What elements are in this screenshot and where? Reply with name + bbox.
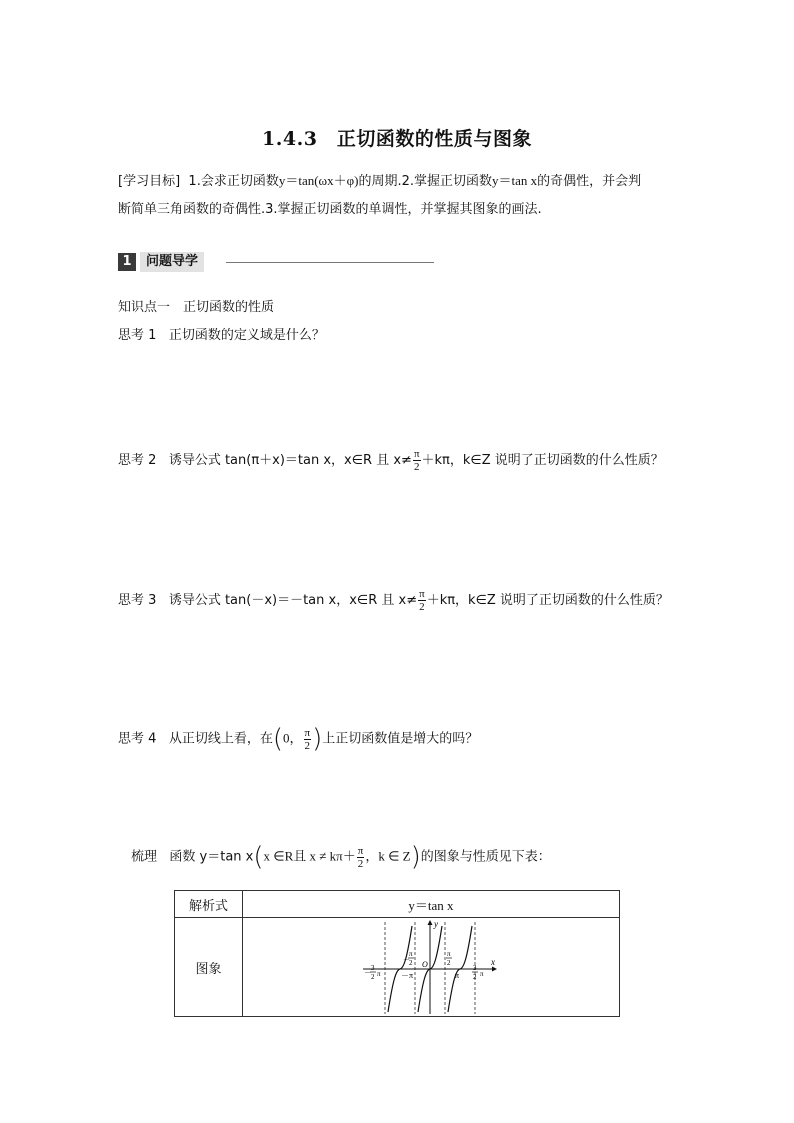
objectives-text-c: 的奇偶性，并会判: [537, 174, 642, 189]
origin-label: O: [422, 960, 428, 969]
pos-3pi2-suffix: π: [480, 970, 484, 978]
think-1-text: 正切函数的定义域是什么？: [168, 328, 325, 343]
think-4-post: 上正切函数值是增大的吗？: [322, 731, 479, 747]
neg-3pi2-prefix: －: [364, 968, 372, 977]
objectives-text-a: 1.会求正切函数: [188, 174, 279, 189]
summary-close-paren: ): [410, 842, 421, 872]
neg-pi-label: －π: [401, 971, 414, 980]
objectives-line-2: 断简单三角函数的奇偶性.3.掌握正切函数的单调性，并掌握其图象的画法.: [118, 202, 542, 217]
summary-label: 梳理: [131, 849, 158, 865]
neg-pi2-num: π: [409, 950, 413, 958]
think-3-den: 2: [419, 601, 425, 613]
think-2-den: 2: [413, 461, 420, 473]
think-4-interval: 0，: [282, 730, 303, 746]
section-number: 1: [118, 253, 136, 271]
neg-3pi2-suffix: π: [377, 970, 381, 978]
think-2-post: ＋kπ，k∈Z 说明了正切函数的什么性质？: [421, 453, 664, 468]
section-label: 问题导学: [140, 252, 204, 272]
table-header-graph: 图象: [175, 918, 243, 1017]
pi2-den: 2: [447, 959, 451, 967]
summary: [131, 842, 551, 872]
objective-formula-2: y＝tan x: [491, 173, 538, 188]
summary-fraction: [357, 845, 365, 870]
neg-pi2-den: 2: [409, 959, 413, 967]
think-2-num: π: [413, 448, 420, 460]
summary-post: 的图象与性质见下表：: [420, 849, 551, 865]
properties-table: [174, 890, 620, 1017]
neg-3pi2-den: 2: [371, 973, 375, 981]
knowledge-point-heading: 知识点一 正切函数的性质: [118, 300, 275, 315]
think-4-num: π: [304, 726, 311, 739]
think-3-pre: 诱导公式 tan(－x)＝－tan x，x∈R 且 x≠: [168, 593, 418, 608]
summary-pre: 函数 y＝tan x: [169, 849, 254, 865]
think-2-fraction: [413, 448, 421, 473]
think-3-fraction: [418, 588, 426, 613]
table-header-formula: 解析式: [175, 891, 243, 918]
table-graph-cell: [243, 918, 620, 1017]
neg-pi2-prefix: －: [403, 956, 410, 964]
objectives-text-b: 的周期.2.掌握正切函数: [358, 174, 492, 189]
think-4: [118, 724, 478, 754]
pi2-num: π: [447, 950, 451, 958]
think-2-label: 思考 2: [118, 453, 157, 468]
pos-3pi2-den: 2: [473, 973, 477, 981]
think-4-den: 2: [304, 739, 311, 752]
think-4-fraction: [304, 727, 312, 752]
table-row: [175, 918, 620, 1017]
table-formula-value: y＝tan x: [243, 891, 620, 918]
tangent-graph: [243, 918, 619, 1016]
think-2-pre: 诱导公式 tan(π＋x)＝tan x，x∈R 且 x≠: [168, 453, 412, 468]
think-2: [118, 448, 664, 473]
think-1: [118, 324, 325, 343]
summary-num: π: [357, 844, 364, 857]
pi-label: π: [455, 971, 460, 980]
think-4-pre: 从正切线上看，在: [168, 731, 273, 747]
section-divider: [226, 262, 434, 263]
axis-x-label: x: [491, 957, 495, 967]
x-axis-arrow: [492, 967, 497, 972]
summary-cond-b: ，k ∈ Z: [365, 848, 411, 864]
close-paren: ): [312, 724, 323, 754]
think-3: [118, 588, 669, 613]
think-3-num: π: [419, 588, 425, 600]
think-3-label: 思考 3: [118, 593, 157, 608]
summary-open-paren: (: [253, 842, 264, 872]
learning-objectives: [118, 167, 678, 224]
open-paren: (: [272, 724, 283, 754]
neg-3pi2-num: 3: [371, 964, 375, 972]
think-4-label: 思考 4: [118, 731, 157, 747]
axis-y-label: y: [434, 919, 438, 929]
objectives-line-1: [118, 167, 678, 196]
page-title: 1.4.3 正切函数的性质与图象: [262, 128, 532, 150]
pos-3pi2-num: 3: [473, 964, 477, 972]
objective-formula-1: y＝tan(ωx＋φ): [278, 173, 359, 188]
objectives-tag: [学习目标]: [118, 174, 181, 189]
y-axis-arrow: [428, 920, 433, 925]
summary-den: 2: [357, 857, 364, 870]
think-1-label: 思考 1: [118, 328, 157, 343]
table-row: [175, 891, 620, 918]
think-3-post: ＋kπ，k∈Z 说明了正切函数的什么性质？: [426, 593, 669, 608]
summary-cond-a: x ∈R且 x ≠ kπ＋: [263, 848, 356, 864]
